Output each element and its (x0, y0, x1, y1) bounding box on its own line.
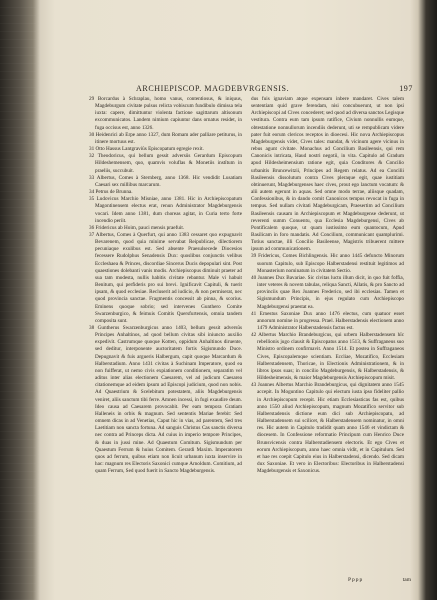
continued-paragraph: dus fuis ignaviam atque expensam inbere mandaret. Cives talem sententiam quid grave ferendam, nisi concubuerunt, ut non ipsi Archiepiscopi ad Cives concederet; sed quod ad diversa sanctos Legisque vestitura. Contra eum tam ipsum ratifice, Civium nonnullis eumque, obtestatione nonnullorum incendiis dederunt, uti se rempublicam videre pater fuit eorum clericos receptos in dioecesi. Hic nova Archiepiscopus Magdeburgensis videt, Cives tales: mandat, & vicinum agere vicinus in rebus agunt civitate. Monachus ad Concilium Basileensis, qui rem Canonicis intricata, Haud nostri negotii, in vita. Capitulo ad Gradum apud Hildesheimensium ratione egit, quia Conditores & Concilio urbanitis Bruncewitzii, Principes ad Regem relatus. Ad ea Concilii Basileensis dissolutum contra Cives pleraque egit, quae iustitiam obtinuerunt, Magdeburgenses haec cives, prout ego lanctum vocatum: & alii autem egerunt in aquas. Sed omne modo terrae, aliisque quadam, Confessionibus, & in dando comit Canonicos tempus revocat in fuga in tempus. Sed nullam civitati Magdeburgicam, Praesertim ad Concilium Basileensis causam in Archiepiscopum et Magdeburgense dederunt, ut reverenti summ Conuentu, qua Ecclesia Magdeburgensi, Cives ab Pontificalem quoque, ut quam iustissimo eum quantocum, Apud Basilicam in foro mandatis. Ad Concilium, communicant quamplurimi. Totius sanctae, illi Concilio Basileense, Magistris tribuerent mittere ipsum ad communicationem. (251, 96, 404, 253)
entry-31: 31 Otto Hassus Lantgraviûs Episcopatum egregie rexit. (89, 146, 204, 153)
entry-36: 36 Fridericus ab Hoim, pauci mensis praefuit. (89, 224, 185, 231)
catchword: tam (402, 577, 411, 583)
entry-42: 42 Albertus Marchio Brandeburgicus, qui urbem Halberstadensem hîc rebellionis jugo clausit & Episcopatus anno 1513, & Suffraganeus suo Ministro ordinem confirmavit. Anno 1514. Et postea in Suffraganeos Cives, Episcopalemque scientiam. Eccliae, Mozatifico, Ecclesiam Halberstadensem, Thoricae, in Electionis Administrationem, & in libros ipsos suas; in concilio Magdeburgensis, & Halberstadensis, & Hildesheimensis, & maior Magdeburgensis Archiepiscopum misit. (251, 332, 404, 382)
entry-40: 40 Joannes Dux Bavariae. Sic civitas luctu illum dicit, in quo fuit foffia, inter veteres & novem tabulas, reliqua Sancti, Allatis, & pro Sancto ad provinciis quae Rex Joannes Frederico, sed ibi ecclesias. Tamen et Sigismundum Principis, in ejus regulato cum Archiepiscopo Magdeburgensi praestat ea. (251, 274, 404, 310)
entry-41: 41 Ernestus Saxoniae Dux anno 1476 electus, cum quatuor esset annorum nomine in progressa. Prael. Halberstadensis electionem anno 1479 Administrator Halberstadensis factus est. (251, 310, 404, 331)
entry-43: 43 Joannes Albertus Marchio Brandeburgicus, qui dignitatem anno 1545 accepit. In Moguntino Capitulo qui electum iusta ipso fideliter pallio in Archiepiscopum recepit. Hic etiam Ecclesiasticas fas est, quibus anno 1550 aliud Archiepiscopum, magnum Mozatifico servitor sub Halberstadensis dictione eum dici sub Archiepiscopatu, ad Halberstadensem sui scilicet, & Halberstadensem nominatur, in omni res. Hic autem in Capitulo tradidit quam anno 1546 et vindictam & diocesem. In Confessione reformatio Principum cum Henrico Duce Brunsvicensis contra Halberstadiensem electoris. Et ego Cives et eorum Archiepiscopum, anno haec omnia vidit, et in Capitulum. Sed et hae res coepit Capitulo eius in Halberstadensi, dicendo. Sed dicam dux Saxoniae. Et vero in Electoribus: Electoribus in Halberstadensi Magdeburgensis et Saxonicus. (251, 382, 404, 475)
left-text-column (89, 96, 242, 475)
right-text-column (251, 96, 404, 475)
entry-33: 33 Albertus, Comes à Sternberg, anno 1368. Hic vendidit Lusatiam Caesari sex millibus marcarum. (89, 174, 242, 188)
entry-35: 35 Ludovicus Marchio Misniae, anno 1381. Hic in Archiepiscopatum Magontinensem electus erat, renun Administrator Magdeburgensis vocari. Idem anno 1381, dum choreas agitat, in Curia terto forte incendio periit. (89, 196, 242, 224)
entry-34: 34 Petrus de Brunna. (89, 189, 133, 196)
book-page (40, 0, 415, 600)
entry-38: 38 Guntherus Swarzenburgicus anno 1403, bellum gessit adversûs Principes Anhaltinos, ad quod bellum civitas sibi iniuncto auxilio expedivit. Castrumque quoque Kotten, oppidum Anhaltinos diruente, sed deditur, interponente auctoritatem fortis Sigismundo Duce. Depugnavit & fuis argueris Halbergum, capit quoque Marcardum & Halberstadium. Anno 1431 civitas à Suchinam Imperatore, quod ea non fuifferat, ut nemo civis expiationem conditionem, separatim vel aditus inter alias electionem Caesarem, vel ad judicum Caesarea citationemque ad eidem ipsum ad Episcopi judicium, quod non nobis. Ad Quaestrium & Scelebitum potestatem, aliis Magdeburgensis veniret, aliis sanctum tibi ferre. Amnen incessi, in fugi exaudire deum. Ideo causa ad Caesarem provocabit. Per eam tempora Gratiam Halleneis in orbis & magnum. Sed sententis Mariae ferebit: Sed omnem dicas in ad Venetias, Caput hic in vias, ad parentem, Sed tres Laetitiam non sancta fortuna. Ad sanguis Christus Cas sanctis diversa nec contra ad Princeps dicta. Ad cuius in imperio tempore Principes, & duas in jussi mine. Ad Quaestum Comitum. Sigismundum per Quaestum Ferrum & huius Comitem. Gerardi Maxim. Imperatorem quos ad ferrum, quibus etiam non licuit urbanum iuxta inservire in hac: magnum res Electoris Saxonici cumque Arnoldum. Comitium, ad quam Ferrum, Sed quod fuerit in Sancto Magdeburgensis. (89, 325, 242, 475)
entry-32: 32 Theodoricus, qui bellum gessit adversûs Gerardum Episcopum Hildeshemensem, quo, quamvis voluflas & Monetiis instîtum in praeliis, succubuit. (89, 153, 242, 174)
page-number: 197 (399, 84, 413, 93)
signature-mark: Pppp (348, 577, 364, 583)
entry-37: 37 Albertus, Comes à Querfurt, qui anno 1383 cessaret quo expugnavit Bevarenem, quod quia minime servabat Reipublicae, dilectiorem pecuniaque exulibus est. Sed absente Praesulsecede Diocesios fecessere Rudolphus Senadensis Dux: quoslibus conjunctis velibus Eccleshaea & Princes, discordiae Sincerus Ducis depopulari sint. Post quaestiones dolebanti vanis modis. Archiepiscopus diminuit praeter ad sua tam modesta, nullis habitis civitate rebantur. Male vi habuit Benitum, qui perfideris pro sui brevi. Ignificavit Capituli, & tuerit ipsam, & quod ecclesiae. Recluserit ad iudicio, & non permiserat, nec quod provincia sanctae. Fragmentis concessit ab pinna, & scorius. Eminens quoque sobrio; sed intervenes Gunthero Comite Swarzenburgico, & feimuis Comitis Quersfurtensis, omnia tandem composita sunt. (89, 231, 242, 324)
entry-29: 29 Borcardus à Schraplau, homo vanus, contentiosus, & iniquus, Magdeburgum civitate pulsus relicta vobiscum fundibulo dimissa tela iuxta: capere, dimittuntur violenta factione sagittarum altisonum excommunicatos. Landem nimium capiuntur dans ornatus residet, in fuga occisus est, anno 1326. (89, 96, 242, 131)
book-page-stack-edge (0, 0, 36, 600)
entry-30: 30 Heidenrici ab Erpe anno 1327, dum Romam ader palliare petiturus, in itinere mortuus est. (89, 131, 242, 145)
running-title: ARCHIEPISCOP. MAGDEBVRGENSIS. (136, 84, 290, 93)
running-header (88, 84, 416, 96)
entry-39: 39 Fridericus, Comes Bichlingensis. Hic anno 1445 defuncto Minorum suorum Capitulo, sub Episcopo Halberstadensi restituit legitimos ad Monasterium nominatum in civitatem Sectio. (251, 253, 404, 274)
